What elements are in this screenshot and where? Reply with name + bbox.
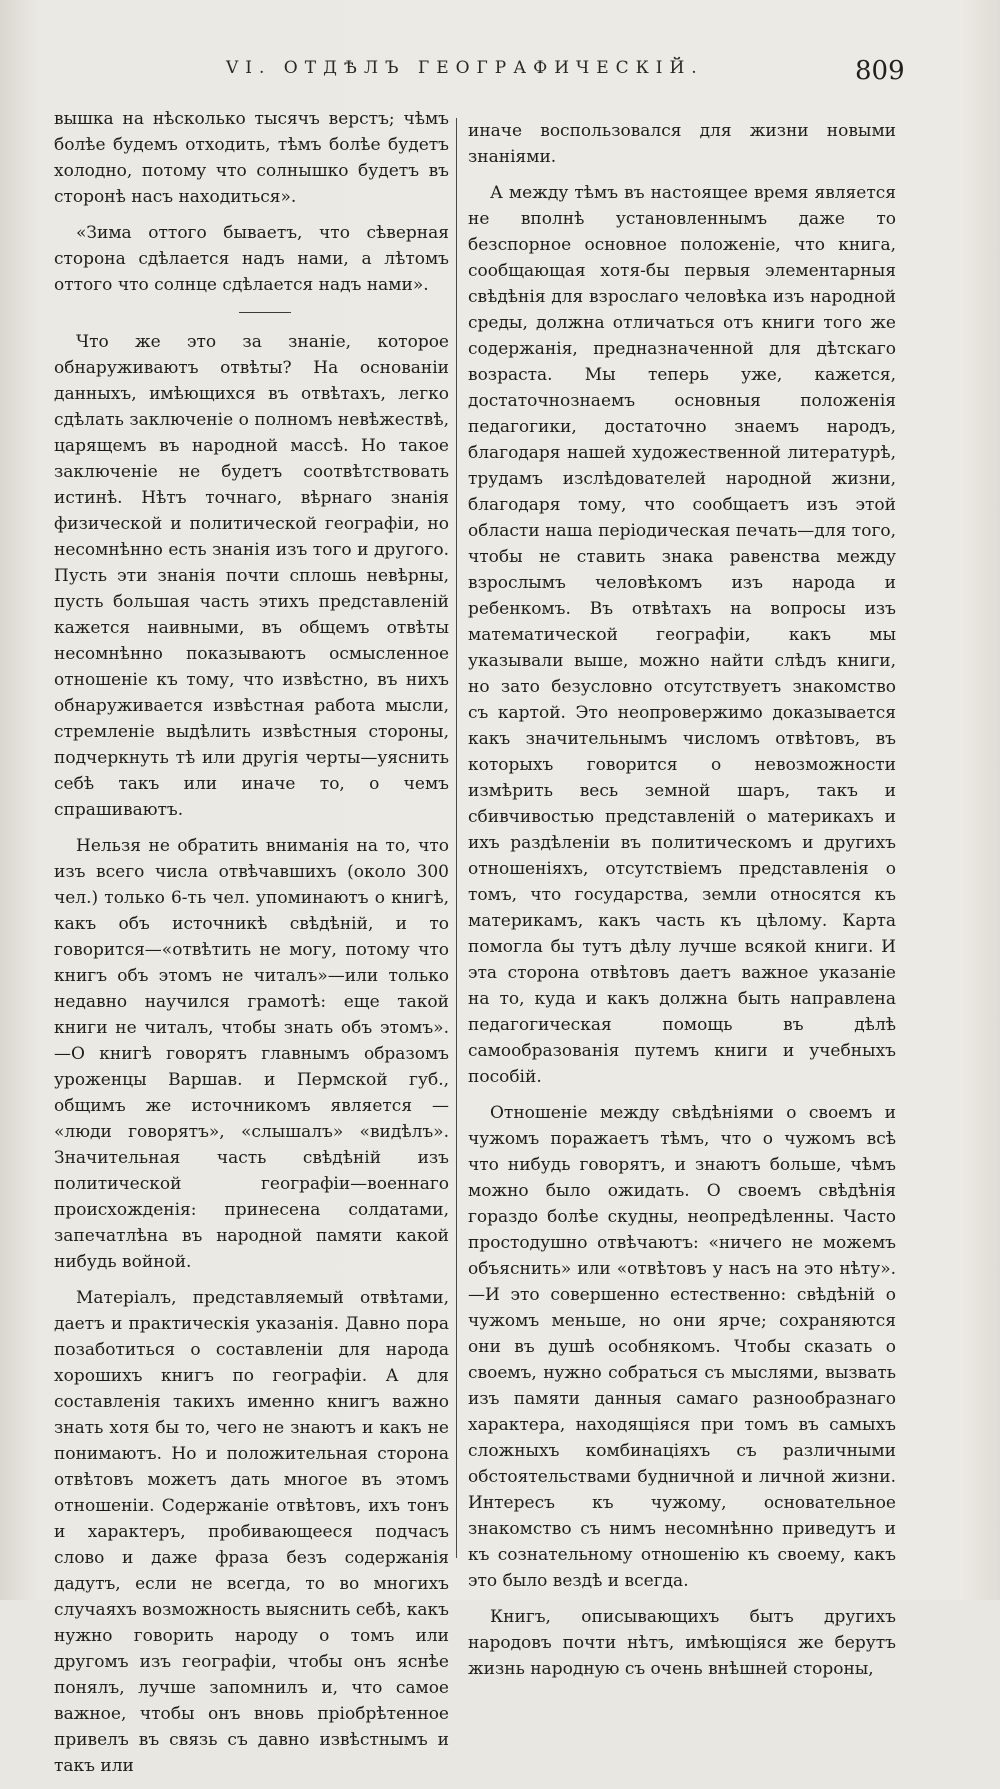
paragraph: вышка на нѣсколько тысячъ верстъ; чѣмъ болѣе будемъ отходить, тѣмъ болѣе будетъ холодно, потому что солнышко будетъ въ сторонѣ насъ находиться».	[54, 109, 449, 207]
left-column	[54, 106, 449, 1789]
right-column	[468, 118, 896, 1692]
paragraph: Книгъ, описывающихъ бытъ другихъ народовъ почти нѣтъ, имѣющіяся же берутъ жизнь народную съ очень внѣшней стороны,	[468, 1607, 896, 1679]
page-number: 809	[855, 56, 905, 86]
paragraph: иначе воспользовался для жизни новыми знаніями.	[468, 121, 896, 167]
paragraph: Что же это за знаніе, которое обнаруживаютъ отвѣты? На основаніи данныхъ, имѣющихся въ отвѣтахъ, легко сдѣлать заключеніе о полномъ невѣжествѣ, царящемъ въ народной массѣ. Но такое заключеніе не будетъ соотвѣтствовать истинѣ. Нѣтъ точнаго, вѣрнаго знанія физической и политической географіи, но несомнѣнно есть знанія изъ того и другого. Пусть эти знанія почти сплошь невѣрны, пусть большая часть этихъ представленій кажется наивными, въ общемъ отвѣты несомнѣнно показываютъ осмысленное отношеніе къ тому, что извѣстно, въ нихъ обнаруживается извѣстная работа мысли, стремленіе выдѣлить извѣстныя стороны, подчеркнуть тѣ или другія черты—уяснить себѣ такъ или иначе то, о чемъ спрашиваютъ.	[54, 332, 449, 820]
paragraph: Нельзя не обратить вниманія на то, что изъ всего числа отвѣчавшихъ (около 300 чел.) только 6-ть чел. упоминаютъ о книгѣ, какъ объ источникѣ свѣдѣній, и то говорится—«отвѣтить не могу, потому что книгъ объ этомъ не читалъ»—или только недавно научился грамотѣ: еще такой книги не читалъ, чтобы знать объ этомъ».—О книгѣ говорятъ главнымъ образомъ уроженцы Варшав. и Пермской губ., общимъ же источникомъ является — «люди говорятъ», «слышалъ» «видѣлъ». Значительная часть свѣдѣній изъ политической географіи—военнаго происхожденія: принесена солдатами, запечатлѣна въ народной памяти какой нибудь войной.	[54, 836, 449, 1272]
paragraph: Отношеніе между свѣдѣніями о своемъ и чужомъ поражаетъ тѣмъ, что о чужомъ всѣ что нибудь говорятъ, и знаютъ больше, чѣмъ можно было ожидать. О своемъ свѣдѣнія гораздо болѣе скудны, неопредѣленны. Часто простодушно отвѣчаютъ: «ничего не можемъ объяснить» или «отвѣтовъ у насъ на это нѣту».—И это совершенно естественно: свѣдѣній о чужомъ меньше, но они ярче; сохраняются они въ душѣ особнякомъ. Чтобы сказать о своемъ, нужно собраться съ мыслями, вызвать изъ памяти данныя самаго разнообразнаго характера, находящіяся при томъ въ самыхъ сложныхъ комбинаціяхъ съ различными обстоятельствами будничной и личной жизни. Интересъ къ чужому, основательное знакомство съ нимъ несомнѣнно приведутъ и къ сознательному отношенію къ своему, какъ это было вездѣ и всегда.	[468, 1103, 896, 1591]
column-divider	[456, 118, 457, 1558]
paragraph: Матеріалъ, представляемый отвѣтами, даетъ и практическія указанія. Давно пора позаботиться о составленіи для народа хорошихъ книгъ по географіи. А для составленія такихъ именно книгъ важно знать хотя бы то, чего не знаютъ и какъ не понимаютъ. Но и положительная сторона отвѣтовъ можетъ дать многое въ этомъ отношеніи. Содержаніе отвѣтовъ, ихъ тонъ и характеръ, пробивающееся подчасъ слово и даже фраза безъ содержанія дадутъ, если не всегда, то во многихъ случаяхъ возможность выяснить себѣ, какъ нужно говорить народу о томъ или другомъ изъ географіи, чтобы онъ яснѣе понялъ, лучше запомнилъ и, что самое важное, чтобы онъ вновь пріобрѣтенное привелъ въ связь съ давно извѣстнымъ и такъ или	[54, 1288, 449, 1776]
section-separator	[239, 312, 291, 313]
running-title: VI. ОТДѢЛЪ ГЕОГРАФИЧЕСКІЙ.	[226, 58, 704, 78]
quote-paragraph: «Зима оттого бываетъ, что сѣверная сторона сдѣлается надъ нами, а лѣтомъ оттого что солнце сдѣлается надъ нами».	[54, 223, 449, 295]
paragraph: А между тѣмъ въ настоящее время является не вполнѣ установленнымъ даже то безспорное основное положеніе, что книга, сообщающая хотя-бы первыя элементарныя свѣдѣнія для взрослаго человѣка изъ народной среды, должна отличаться отъ книги того же содержанія, предназначенной для дѣтскаго возраста. Мы теперь уже, кажется, достаточнознаемъ основныя положенія педагогики, достаточно знаемъ народъ, благодаря нашей художественной литературѣ, трудамъ изслѣдователей народной жизни, благодаря тому, что сообщаетъ изъ этой области наша періодическая печать—для того, чтобы не ставить знака равенства между взрослымъ человѣкомъ изъ народа и ребенкомъ. Въ отвѣтахъ на вопросы изъ математической географіи, какъ мы указывали выше, можно найти слѣдъ книги, но зато безусловно отсутствуетъ знакомство съ картой. Это неопровержимо доказывается какъ значительнымъ числомъ отвѣтовъ, въ которыхъ говорится о невозможности измѣрить весь земной шаръ, такъ и сбивчивостью представленій о материкахъ и ихъ раздѣленіи въ политическомъ и другихъ отношеніяхъ, отсутствіемъ представленія о томъ, что государства, земли относятся къ материкамъ, какъ часть къ цѣлому. Карта помогла бы тутъ дѣлу лучше всякой книги. И эта сторона отвѣтовъ даетъ важное указаніе на то, куда и какъ должна быть направлена педагогическая помощь въ дѣлѣ самообразованія путемъ книги и учебныхъ пособій.	[468, 183, 896, 1087]
